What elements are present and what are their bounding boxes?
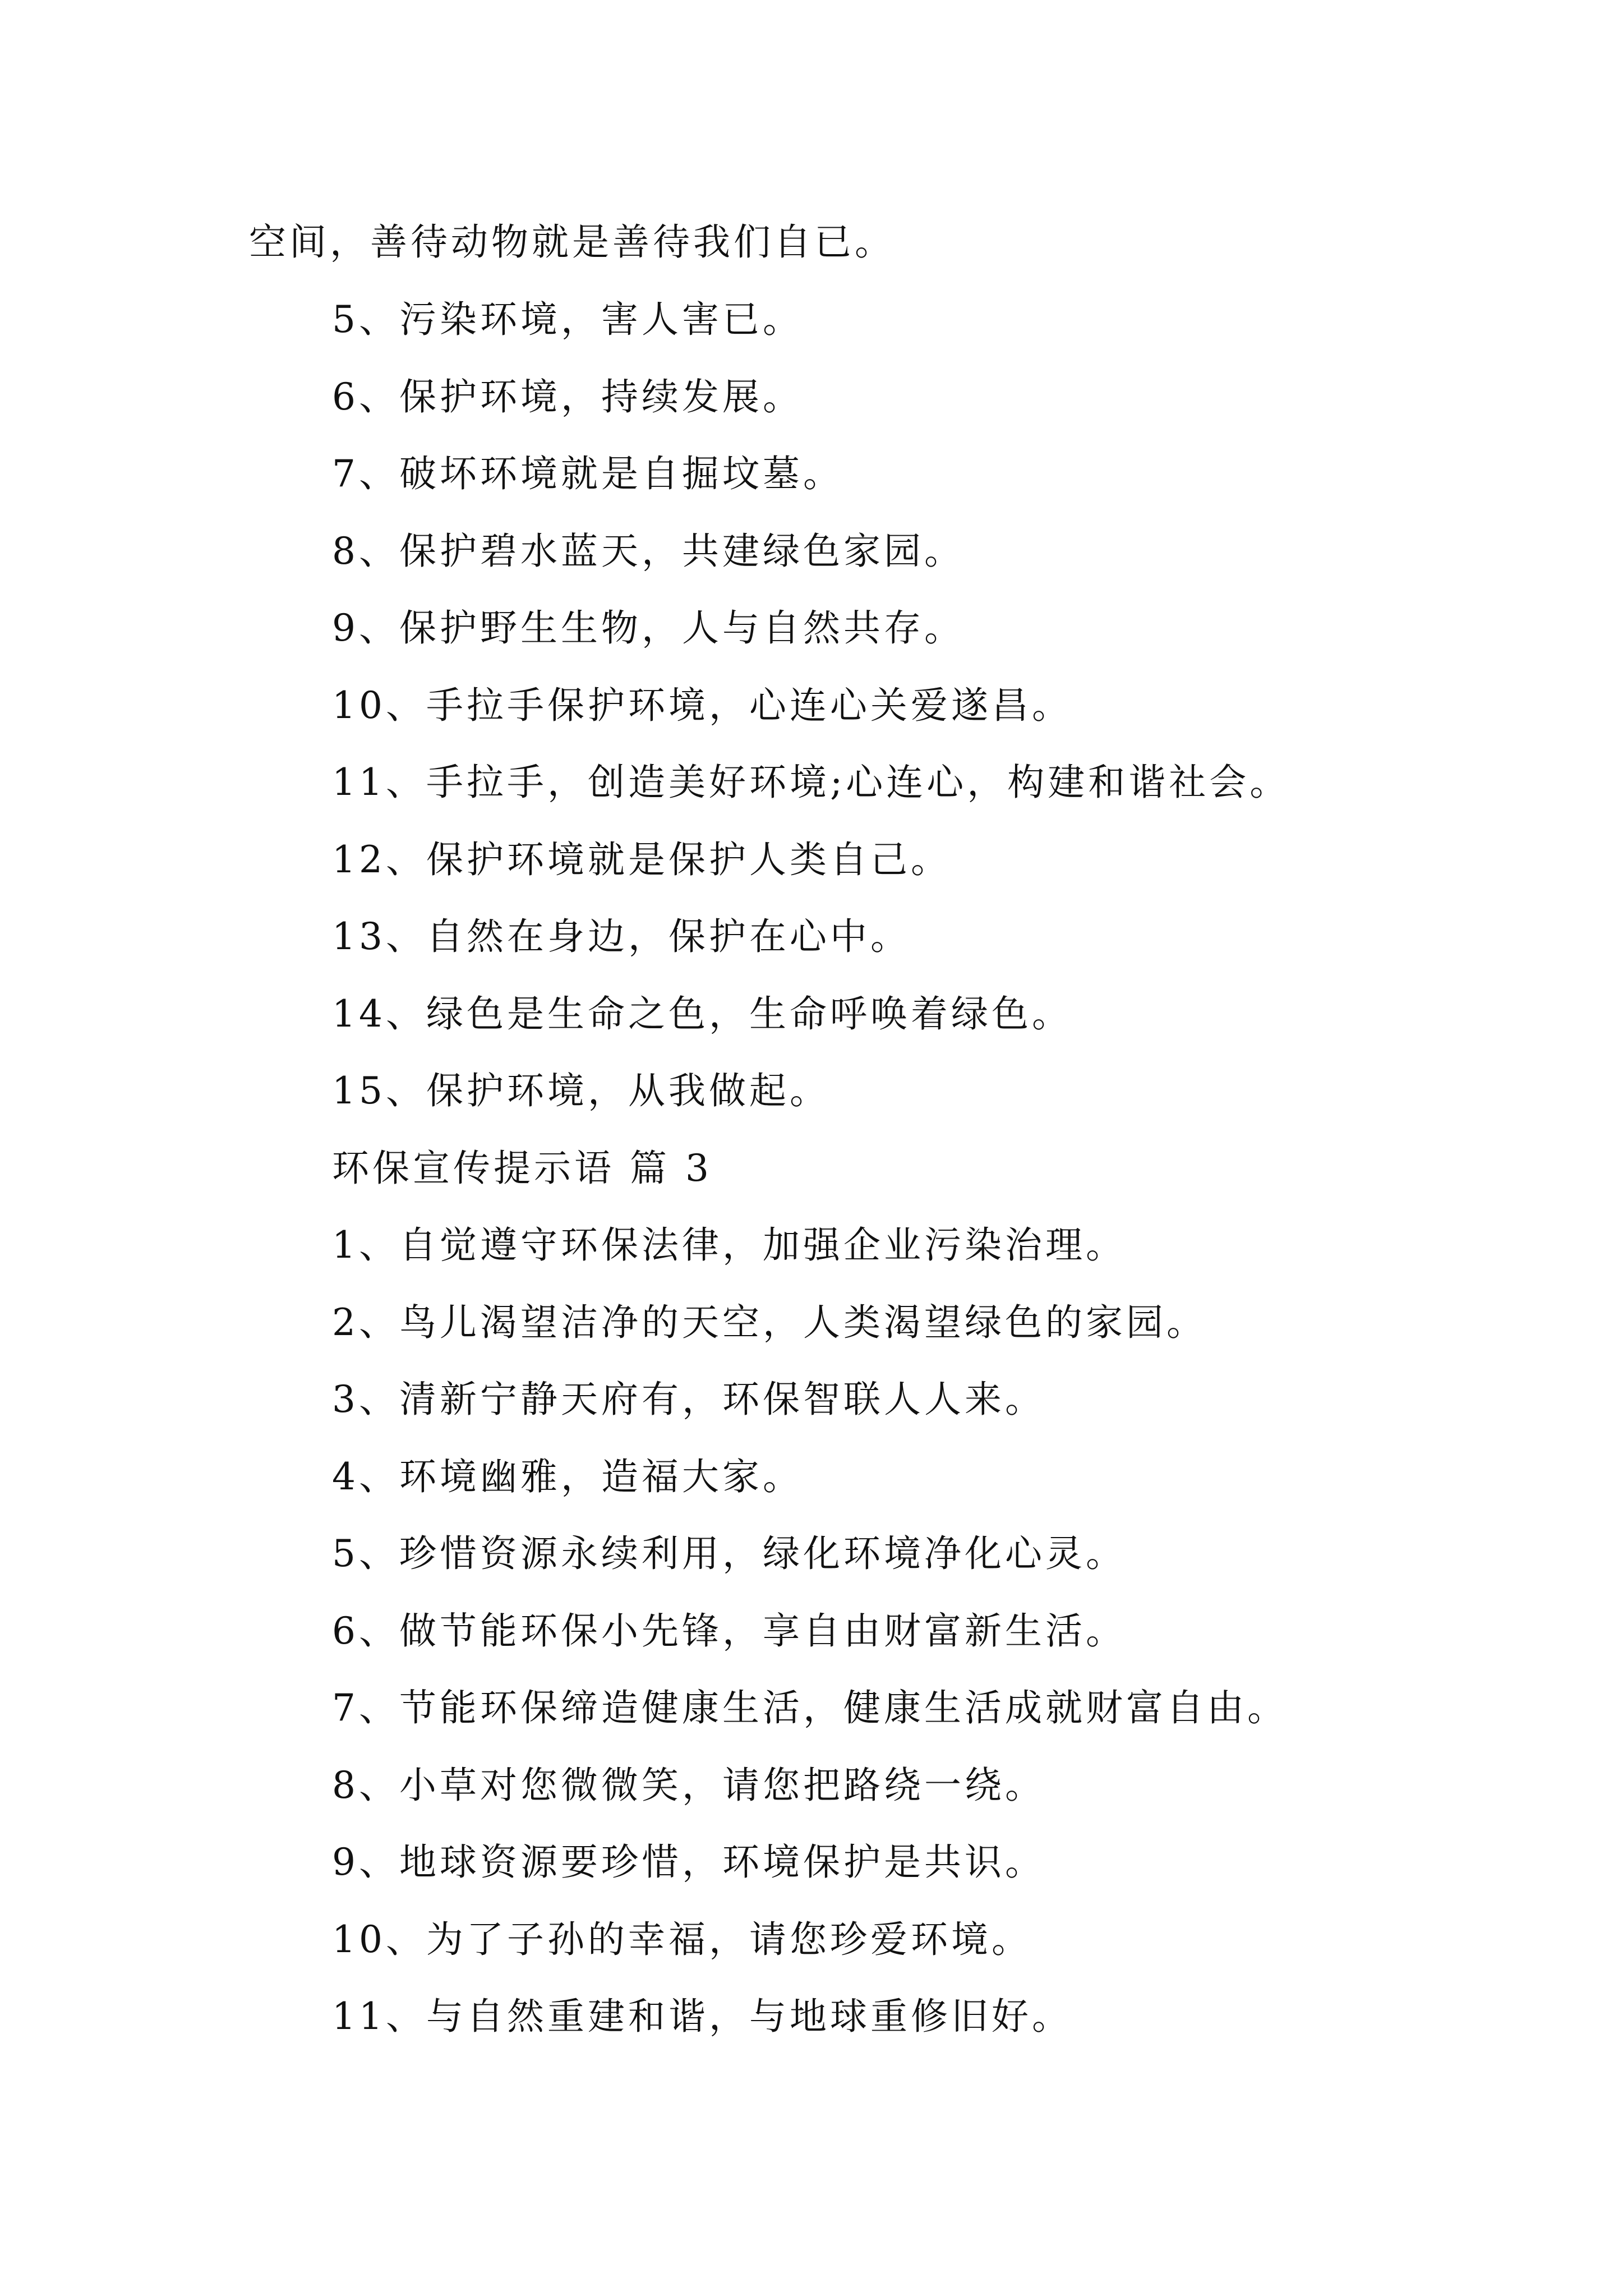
list-item: 8、保护碧水蓝天，共建绿色家园。	[332, 530, 965, 573]
list-item: 1、自觉遵守环保法律，加强企业污染治理。	[332, 1223, 1126, 1267]
list-item: 6、保护环境，持续发展。	[332, 375, 803, 418]
list-item: 8、小草对您微微笑，请您把路绕一绕。	[332, 1764, 1045, 1807]
list-item: 3、清新宁静天府有，环保智联人人来。	[332, 1378, 1045, 1421]
list-item: 15、保护环境，从我做起。	[332, 1069, 830, 1112]
list-item: 7、节能环保缔造健康生活，健康生活成就财富自由。	[332, 1686, 1288, 1729]
list-item: 11、手拉手，创造美好环境;心连心，构建和谐社会。	[332, 761, 1290, 804]
list-item: 6、做节能环保小先锋，享自由财富新生活。	[332, 1609, 1126, 1653]
paragraph-continuation: 空间，善待动物就是善待我们自已。	[249, 220, 895, 264]
list-item: 12、保护环境就是保护人类自己。	[332, 838, 951, 881]
list-item: 14、绿色是生命之色，生命呼唤着绿色。	[332, 992, 1072, 1036]
list-item: 7、破坏环境就是自掘坟墓。	[332, 452, 843, 495]
list-item: 10、为了子孙的幸福，请您珍爱环境。	[332, 1918, 1032, 1961]
list-item: 11、与自然重建和谐，与地球重修旧好。	[332, 1995, 1072, 2038]
section-heading: 环保宣传提示语 篇 3	[332, 1147, 712, 1190]
list-item: 5、污染环境，害人害已。	[332, 298, 803, 341]
list-item: 9、保护野生生物，人与自然共存。	[332, 606, 965, 650]
list-item: 2、鸟儿渴望洁净的天空，人类渴望绿色的家园。	[332, 1301, 1207, 1344]
list-item: 4、环境幽雅，造福大家。	[332, 1455, 803, 1498]
list-item: 9、地球资源要珍惜，环境保护是共识。	[332, 1841, 1045, 1884]
list-item: 5、珍惜资源永续利用，绿化环境净化心灵。	[332, 1532, 1126, 1575]
list-item: 10、手拉手保护环境，心连心关爱遂昌。	[332, 684, 1072, 727]
list-item: 13、自然在身边，保护在心中。	[332, 915, 911, 958]
